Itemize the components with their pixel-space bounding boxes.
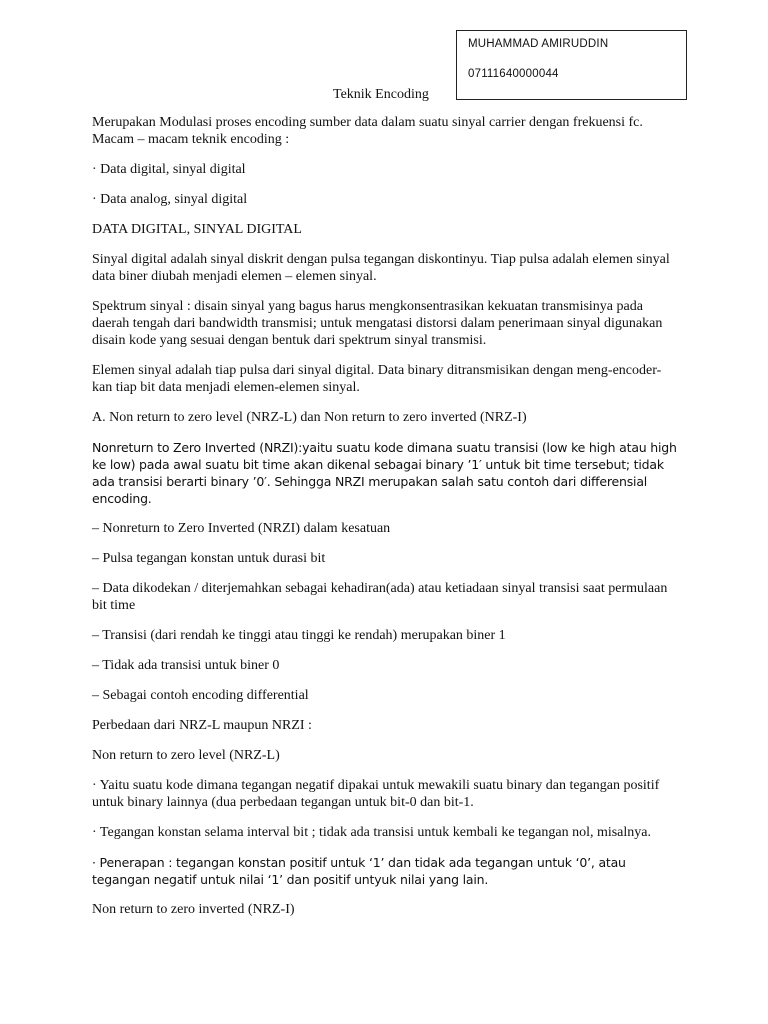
dash-item: – Tidak ada transisi untuk biner 0 bbox=[92, 658, 280, 673]
author-name: MUHAMMAD AMIRUDDIN bbox=[468, 38, 609, 50]
paragraph: Sinyal digital adalah sinyal diskrit dengan pulsa tegangan diskontinyu. Tiap pulsa adalah elemen sinyal data biner diubah menjadi elemen – elemen sinyal. bbox=[92, 252, 670, 284]
bullet-item: · Tegangan konstan selama interval bit ; tidak ada transisi untuk kembali ke tegangan nol, misalnya. bbox=[92, 825, 652, 840]
dash-item: – Sebagai contoh encoding differential bbox=[92, 688, 309, 703]
bullet-item: · Data analog, sinyal digital bbox=[92, 192, 248, 207]
dash-item: – Nonreturn to Zero Inverted (NRZI) dalam kesatuan bbox=[92, 521, 391, 536]
paragraph: Spektrum sinyal : disain sinyal yang bagus harus mengkonsentrasikan kekuatan transmisinya pada daerah tengah dari bandwidth transmisi; untuk mengatasi distorsi dalam penerimaan sinyal digunakan disain kode yang sesuai dengan bentuk dari spektrum sinyal transmisi. bbox=[92, 299, 663, 348]
student-id: 07111640000044 bbox=[468, 68, 559, 80]
section-heading: DATA DIGITAL, SINYAL DIGITAL bbox=[92, 222, 302, 237]
document-body bbox=[92, 114, 677, 931]
paragraph: Nonreturn to Zero Inverted (NRZI):yaitu suatu kode dimana suatu transisi (low ke high atau high ke low) pada awal suatu bit time akan dikenal sebagai binary ’1′ untuk bit time tersebut; tidak ada transisi berarti binary ’0′. Sehingga NRZI merupakan salah satu contoh dari differensial encoding. bbox=[92, 440, 677, 506]
bullet-item: · Data digital, sinyal digital bbox=[92, 162, 246, 177]
dash-item: – Data dikodekan / diterjemahkan sebagai kehadiran(ada) atau ketiadaan sinyal transisi saat permulaan bit time bbox=[92, 581, 668, 613]
author-info-box bbox=[456, 30, 687, 100]
dash-item: – Pulsa tegangan konstan untuk durasi bit bbox=[92, 551, 326, 566]
paragraph: Non return to zero level (NRZ-L) bbox=[92, 748, 280, 763]
document-title: Teknik Encoding bbox=[333, 87, 429, 102]
paragraph: Perbedaan dari NRZ-L maupun NRZI : bbox=[92, 718, 312, 733]
dash-item: – Transisi (dari rendah ke tinggi atau tinggi ke rendah) merupakan biner 1 bbox=[92, 628, 506, 643]
paragraph: Elemen sinyal adalah tiap pulsa dari sinyal digital. Data binary ditransmisikan dengan meng-encoder-kan tiap bit data menjadi elemen-elemen sinyal. bbox=[92, 363, 662, 395]
subsection-heading: A. Non return to zero level (NRZ-L) dan Non return to zero inverted (NRZ-I) bbox=[92, 410, 527, 425]
paragraph: Non return to zero inverted (NRZ-I) bbox=[92, 902, 295, 917]
bullet-item: · Penerapan : tegangan konstan positif untuk ‘1’ dan tidak ada tegangan untuk ‘0’, atau tegangan negatif untuk nilai ‘1’ dan positif untyuk nilai yang lain. bbox=[92, 855, 626, 887]
bullet-item: · Yaitu suatu kode dimana tegangan negatif dipakai untuk mewakili suatu binary dan tegangan positif untuk binary lainnya (dua perbedaan tegangan untuk bit-0 dan bit-1. bbox=[92, 778, 660, 810]
intro-paragraph: Merupakan Modulasi proses encoding sumber data dalam suatu sinyal carrier dengan frekuensi fc. Macam – macam teknik encoding : bbox=[92, 115, 643, 147]
